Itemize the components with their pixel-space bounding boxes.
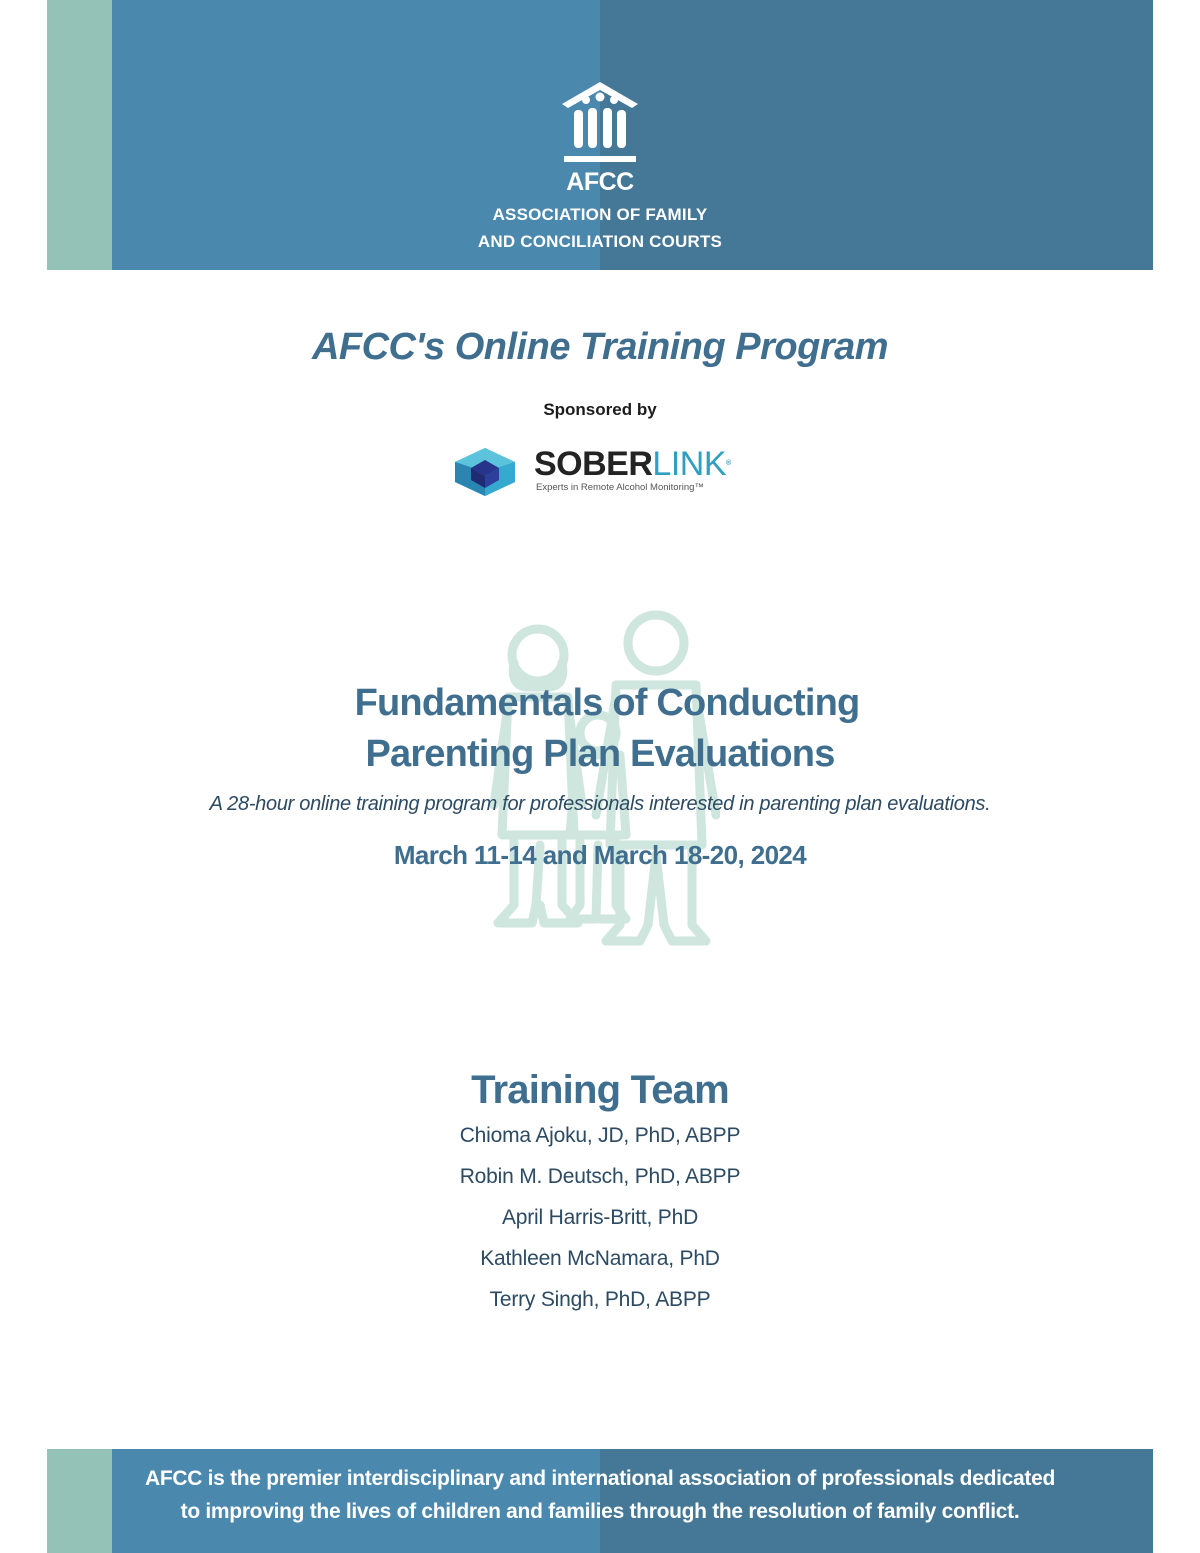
program-title: AFCC's Online Training Program <box>311 326 889 368</box>
mission-statement-line1: AFCC is the premier interdisciplinary and international association of professionals dedicated <box>144 1467 1055 1490</box>
training-team-heading: Training Team <box>471 1068 729 1112</box>
course-title-line2: Parenting Plan Evaluations <box>365 733 835 775</box>
course-title-line1: Fundamentals of Conducting <box>354 682 860 724</box>
team-member: Terry Singh, PhD, ABPP <box>489 1288 711 1311</box>
sponsor-name-part2: LINK <box>652 445 727 483</box>
course-dates: March 11-14 and March 18-20, 2024 <box>393 840 807 870</box>
training-team-list <box>0 1118 1200 1323</box>
sponsor-name-part1: SOBER <box>534 445 653 483</box>
family-figures-icon <box>480 605 720 955</box>
course-description: A 28-hour online training program for professionals interested in parenting plan evaluations. <box>209 793 991 815</box>
header-band-left <box>112 0 600 270</box>
sponsor-tagline: Experts in Remote Alcohol Monitoring™ <box>536 482 704 493</box>
mission-statement-line2: to improving the lives of children and families through the resolution of family conflict. <box>180 1500 1020 1523</box>
org-name-line2: AND CONCILIATION COURTS <box>477 232 723 251</box>
team-member: Kathleen McNamara, PhD <box>480 1247 720 1270</box>
hexagon-cube-icon <box>451 446 519 498</box>
team-member: Robin M. Deutsch, PhD, ABPP <box>459 1165 741 1188</box>
sponsor-wordmark <box>534 444 731 484</box>
org-abbreviation: AFCC <box>566 168 634 196</box>
header-band-right <box>600 0 1153 270</box>
sponsored-by-label: Sponsored by <box>543 400 657 419</box>
header-accent-stripe <box>47 0 112 270</box>
team-member: April Harris-Britt, PhD <box>501 1206 699 1229</box>
team-member: Chioma Ajoku, JD, PhD, ABPP <box>459 1124 741 1147</box>
courthouse-family-icon <box>560 80 640 166</box>
registered-mark: ® <box>726 460 731 467</box>
org-name-line1: ASSOCIATION OF FAMILY <box>492 205 708 224</box>
